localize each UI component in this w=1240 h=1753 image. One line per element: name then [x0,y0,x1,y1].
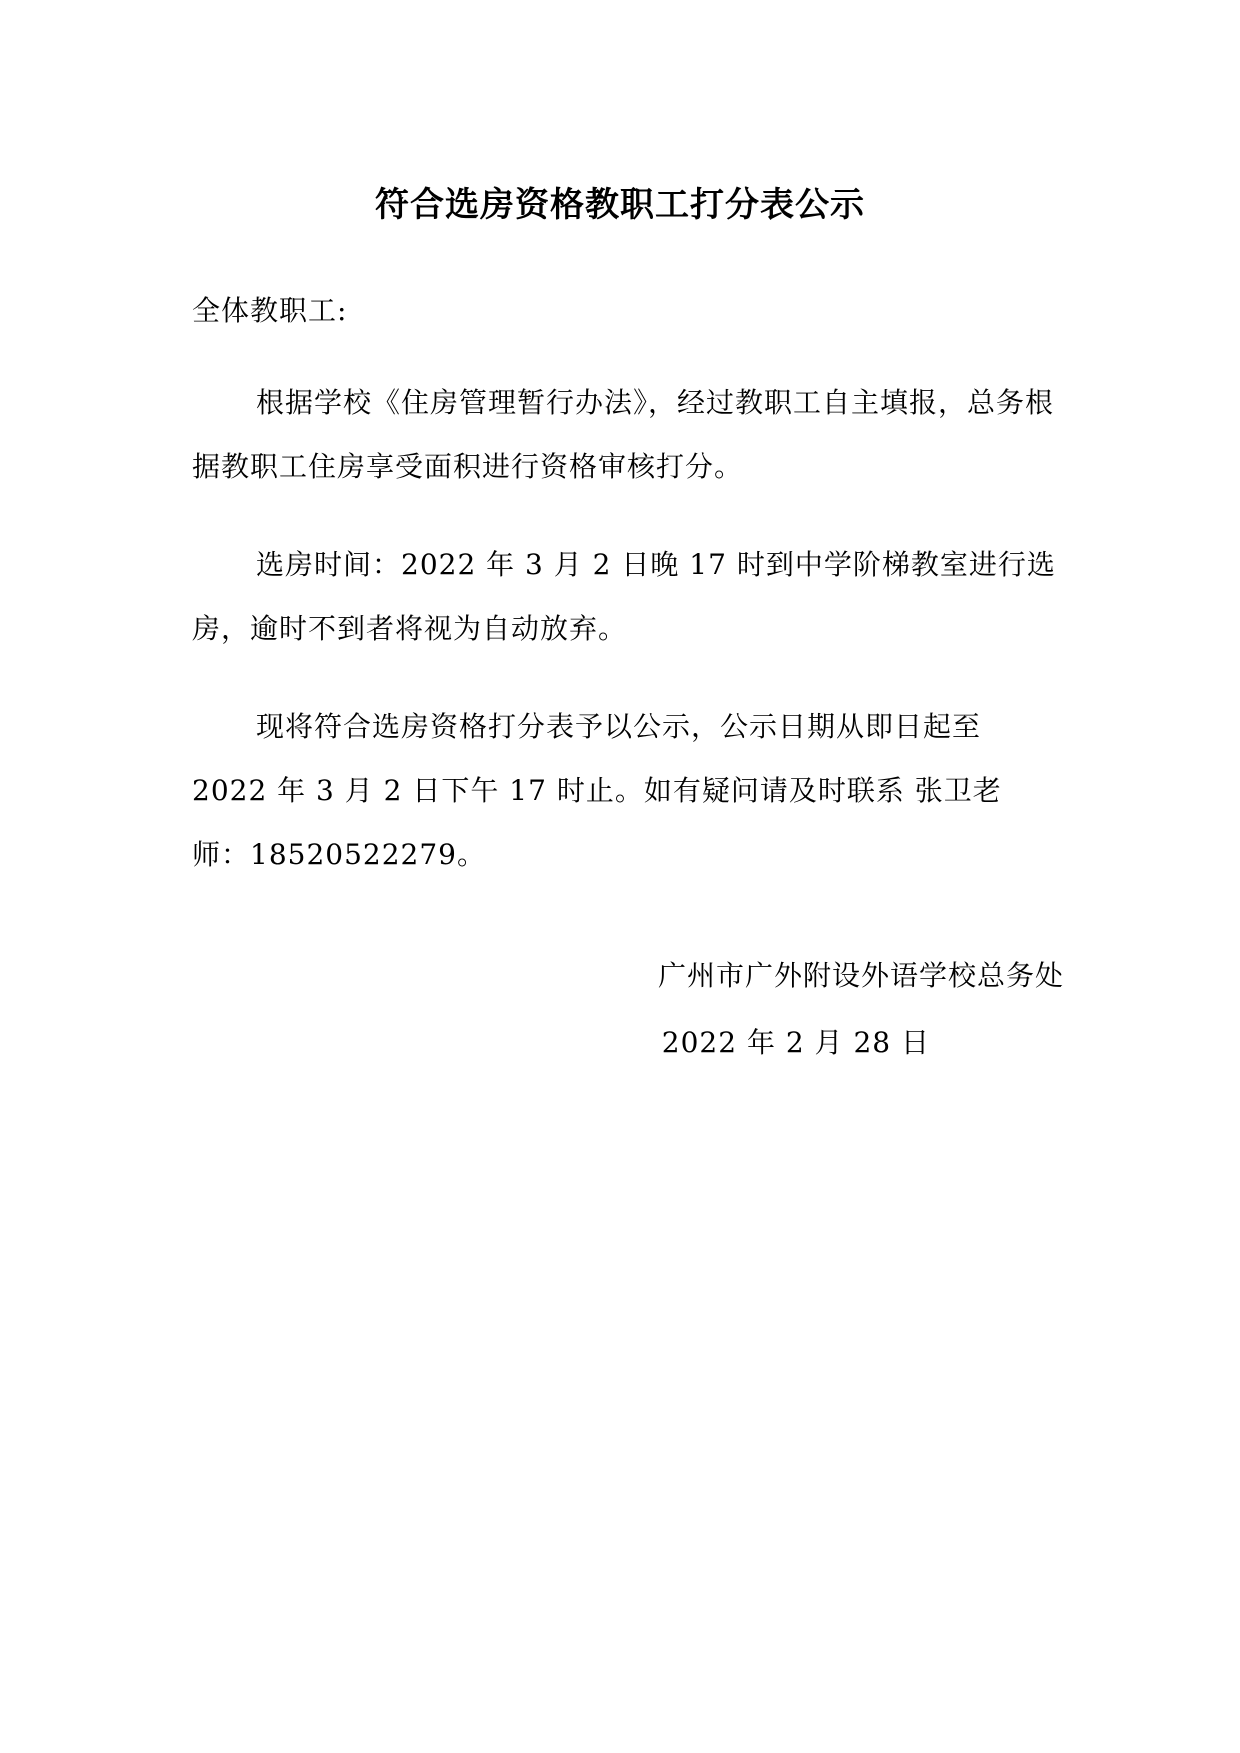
salutation: 全体教职工: [192,294,348,327]
paragraph-selection-time: 选房时间：2022 年 3 月 2 日晚 17 时到中学阶梯教室进行选房，逾时不到者将视为自动放弃。 [192,548,1056,645]
signature-organization: 广州市广外附设外语学校总务处 [657,959,1064,992]
paragraph-publicity-contact: 现将符合选房资格打分表予以公示，公示日期从即日起至 2022 年 3 月 2 日下午 17 时止。如有疑问请及时联系 张卫老师：18520522279。 [192,710,1002,871]
paragraph-housing-rules: 根据学校《住房管理暂行办法》，经过教职工自主填报，总务根据教职工住房享受面积进行资格审核打分。 [192,386,1055,483]
signature-date: 2022 年 2 月 28 日 [661,1026,930,1059]
document-title: 符合选房资格教职工打分表公示 [375,184,865,225]
